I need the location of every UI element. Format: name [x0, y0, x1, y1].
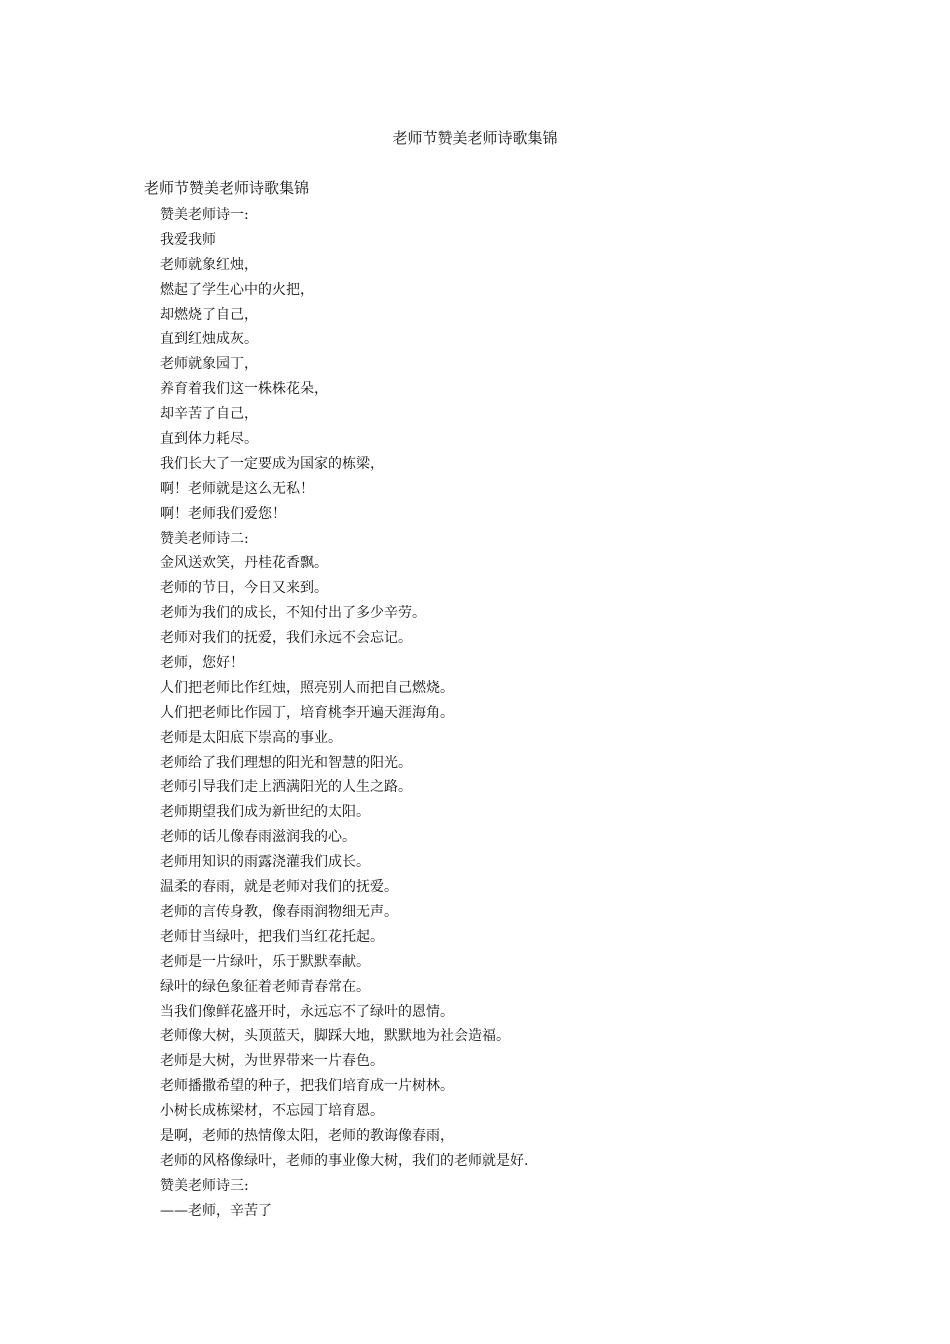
text-line: 老师给了我们理想的阳光和智慧的阳光。 [160, 754, 412, 771]
text-line: 我们长大了一定要成为国家的栋梁， [160, 455, 384, 472]
text-line: 老师是一片绿叶，乐于默默奉献。 [160, 953, 370, 970]
text-line: 老师像大树，头顶蓝天，脚踩大地，默默地为社会造福。 [160, 1028, 510, 1045]
document-title: 老师节赞美老师诗歌集锦 [392, 129, 558, 147]
text-line: 却燃烧了自己， [160, 306, 258, 323]
text-line: 养育着我们这一株株花朵， [160, 381, 328, 398]
text-line: 老师的风格像绿叶，老师的事业像大树，我们的老师就是好. [160, 1152, 529, 1169]
text-line: 老师是大树，为世界带来一片春色。 [160, 1053, 384, 1070]
text-line: 老师甘当绿叶，把我们当红花托起。 [160, 928, 384, 945]
text-line: 却辛苦了自己， [160, 406, 258, 423]
text-line: 啊！老师我们爱您！ [160, 505, 286, 522]
text-line: 老师就象园丁， [160, 356, 258, 373]
text-line: 金风送欢笑，丹桂花香飘。 [160, 555, 328, 572]
text-line: 老师期望我们成为新世纪的太阳。 [160, 804, 370, 821]
text-line: 老师是太阳底下崇高的事业。 [160, 729, 342, 746]
text-line: ——老师，辛苦了 [160, 1202, 272, 1219]
text-line: 赞美老师诗一: [160, 207, 249, 223]
text-line: 老师的节日，今日又来到。 [160, 580, 328, 597]
text-line: 赞美老师诗三: [160, 1177, 249, 1194]
text-line: 老师为我们的成长，不知付出了多少辛劳。 [160, 605, 426, 622]
text-line: 老师就象红烛， [160, 256, 258, 273]
text-line: 当我们像鲜花盛开时，永远忘不了绿叶的恩情。 [160, 1003, 454, 1020]
text-line: 小树长成栋梁材，不忘园丁培育恩。 [160, 1103, 384, 1120]
section-heading: 老师节赞美老师诗歌集锦 [144, 179, 310, 197]
text-line: 老师播撒希望的种子，把我们培育成一片树林。 [160, 1078, 454, 1095]
text-line: 老师的话儿像春雨滋润我的心。 [160, 829, 356, 846]
text-line: 直到体力耗尽。 [160, 431, 258, 448]
text-line: 人们把老师比作园丁，培育桃李开遍天涯海角。 [160, 704, 454, 721]
poem-lines [160, 203, 528, 1224]
text-line: 我爱我师 [160, 231, 216, 248]
text-line: 老师引导我们走上洒满阳光的人生之路。 [160, 779, 412, 796]
text-line: 老师用知识的雨露浇灌我们成长。 [160, 854, 370, 871]
text-line: 老师对我们的抚爱，我们永远不会忘记。 [160, 630, 412, 647]
text-line: 啊！老师就是这么无私！ [160, 480, 314, 497]
text-line: 是啊，老师的热情像太阳，老师的教诲像春雨， [160, 1127, 454, 1144]
text-line: 燃起了学生心中的火把， [160, 281, 314, 298]
text-line: 温柔的春雨，就是老师对我们的抚爱。 [160, 879, 398, 896]
text-line: 老师的言传身教，像春雨润物细无声。 [160, 903, 398, 920]
text-line: 赞美老师诗二: [160, 530, 249, 547]
text-line: 人们把老师比作红烛，照亮别人而把自己燃烧。 [160, 679, 454, 696]
text-line: 直到红烛成灰。 [160, 331, 258, 348]
text-line: 老师，您好！ [160, 655, 244, 672]
text-line: 绿叶的绿色象征着老师青春常在。 [160, 978, 370, 995]
